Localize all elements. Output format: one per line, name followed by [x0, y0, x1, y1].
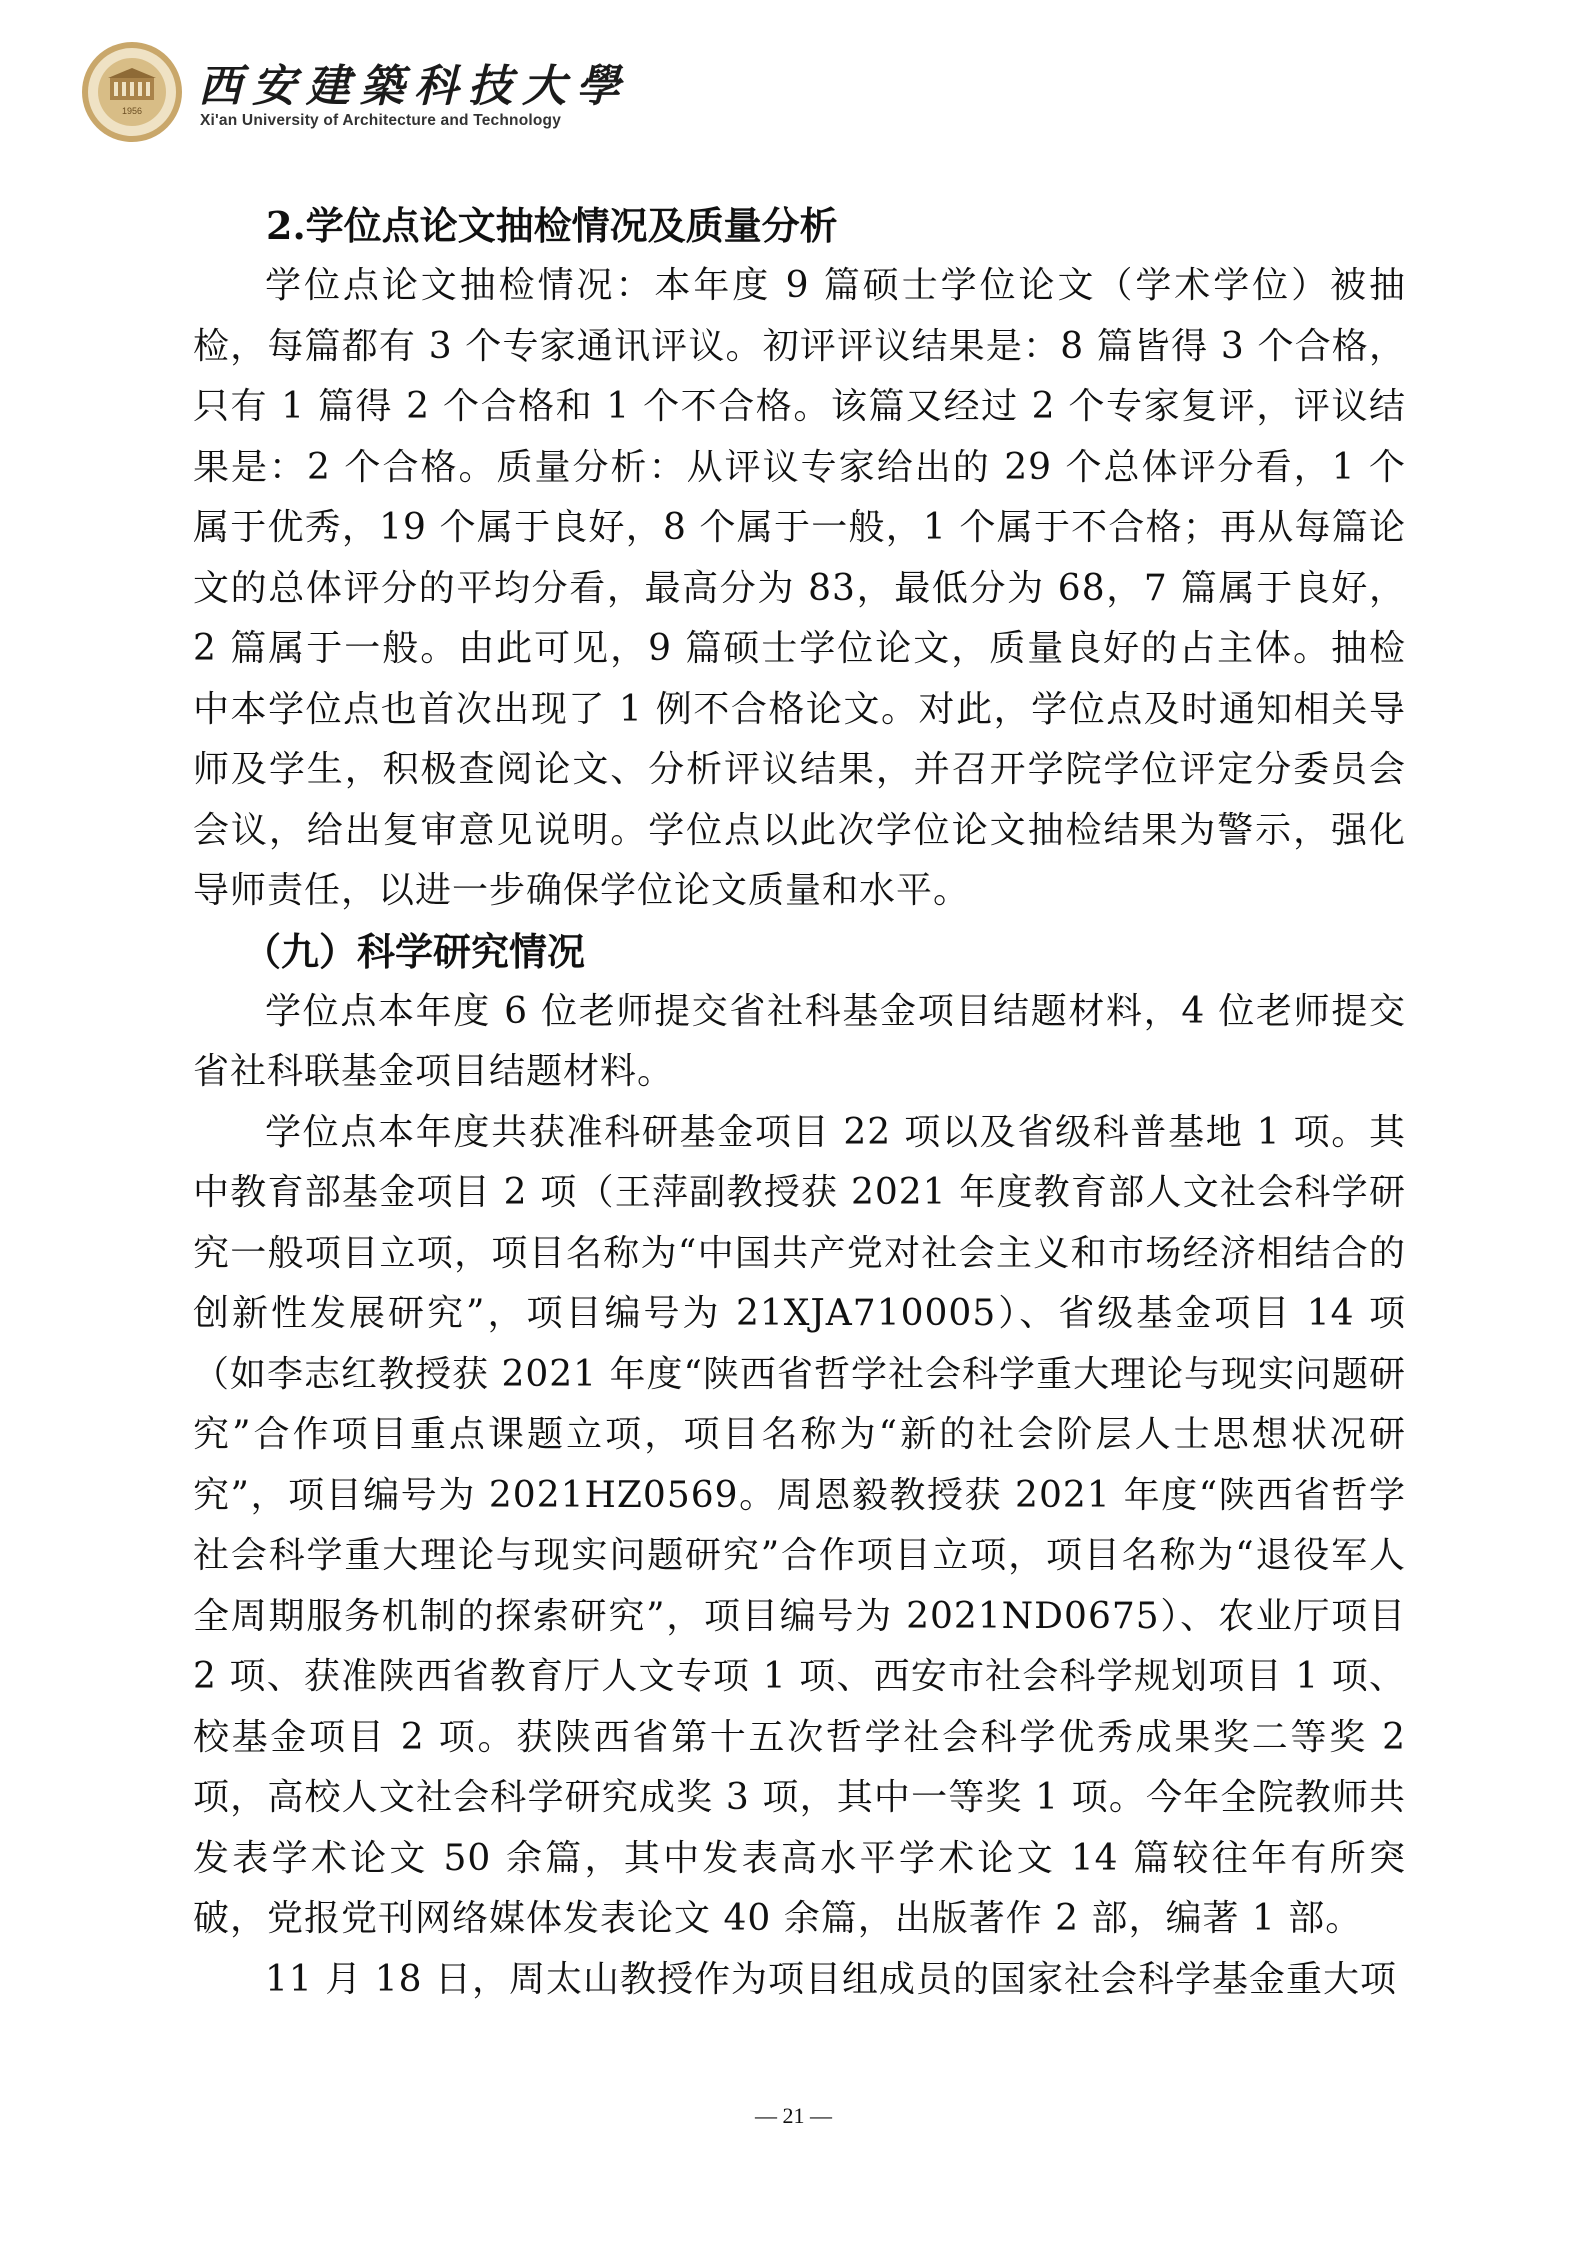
section-heading: （九）科学研究情况 [243, 928, 586, 974]
paragraph-project-closure: 学位点本年度 6 位老师提交省社科基金项目结题材料，4 位老师提交省社科联基金项目结题材料。 [193, 990, 1406, 1092]
document-body [193, 196, 1406, 2010]
paragraph-research-funding: 学位点本年度共获准科研基金项目 22 项以及省级科普基地 1 项。其中教育部基金项目 2 项（王萍副教授获 2021 年度教育部人文社会科学研究一般项目立项，项目名称为“中国共产党对社会主义和市场经济相结合的创新性发展研究”，项目编号为 21XJA710005）、省级基金项目 14 项（如李志红教授获 2021 年度“陕西省哲学社会科学重大理论与现实问题研究”合作项目重点课题立项，项目名称为“新的社会阶层人士思想状况研究”，项目编号为 2021HZ0569。周恩毅教授获 2021 年度“陕西省哲学社会科学重大理论与现实问题研究”合作项目立项，项目名称为“退役军人全周期服务机制的探索研究”，项目编号为 2021ND0675）、农业厅项目 2 项、获准陕西省教育厅人文专项 1 项、西安市社会科学规划项目 1 项、校基金项目 2 项。获陕西省第十五次哲学社会科学优秀成果奖二等奖 2 项，高校人文社会科学研究成奖 3 项，其中一等奖 1 项。今年全院教师共发表学术论文 50 余篇，其中发表高水平学术论文 14 篇较往年有所突破，党报党刊网络媒体发表论文 40 余篇，出版著作 2 部，编著 1 部。 [193, 1111, 1406, 1939]
university-name-cn: 西安建築科技大學 [198, 61, 630, 112]
logo-year: 1956 [121, 106, 143, 116]
page-number: — 21 — [755, 2103, 832, 2128]
paragraph-thesis-check: 学位点论文抽检情况：本年度 9 篇硕士学位论文（学术学位）被抽检，每篇都有 3 个专家通讯评议。初评评议结果是：8 篇皆得 3 个合格，只有 1 篇得 2 个合格和 1 个不合格。该篇又经过 2 个专家复评，评议结果是：2 个合格。质量分析：从评议专家给出的 29 个总体评分看，1 个属于优秀，19 个属于良好，8 个属于一般，1 个属于不合格；再从每篇论文的总体评分的平均分看，最高分为 83，最低分为 68，7 篇属于良好，2 篇属于一般。由此可见，9 篇硕士学位论文，质量良好的占主体。抽检中本学位点也首次出现了 1 例不合格论文。对此，学位点及时通知相关导师及学生，积极查阅论文、分析评议结果，并召开学院学位评定分委员会会议，给出复审意见说明。学位点以此次学位论文抽检结果为警示，强化导师责任，以进一步确保学位论文质量和水平。 [193, 265, 1406, 911]
university-logo-icon [80, 40, 184, 144]
sub-heading: 2.学位点论文抽检情况及质量分析 [266, 203, 838, 248]
page-header [80, 40, 640, 150]
university-name-en: Xi'an University of Architecture and Technology [200, 112, 562, 129]
paragraph-major-project: 11 月 18 日，周太山教授作为项目组成员的国家社会科学基金重大项 [265, 1958, 1397, 2000]
